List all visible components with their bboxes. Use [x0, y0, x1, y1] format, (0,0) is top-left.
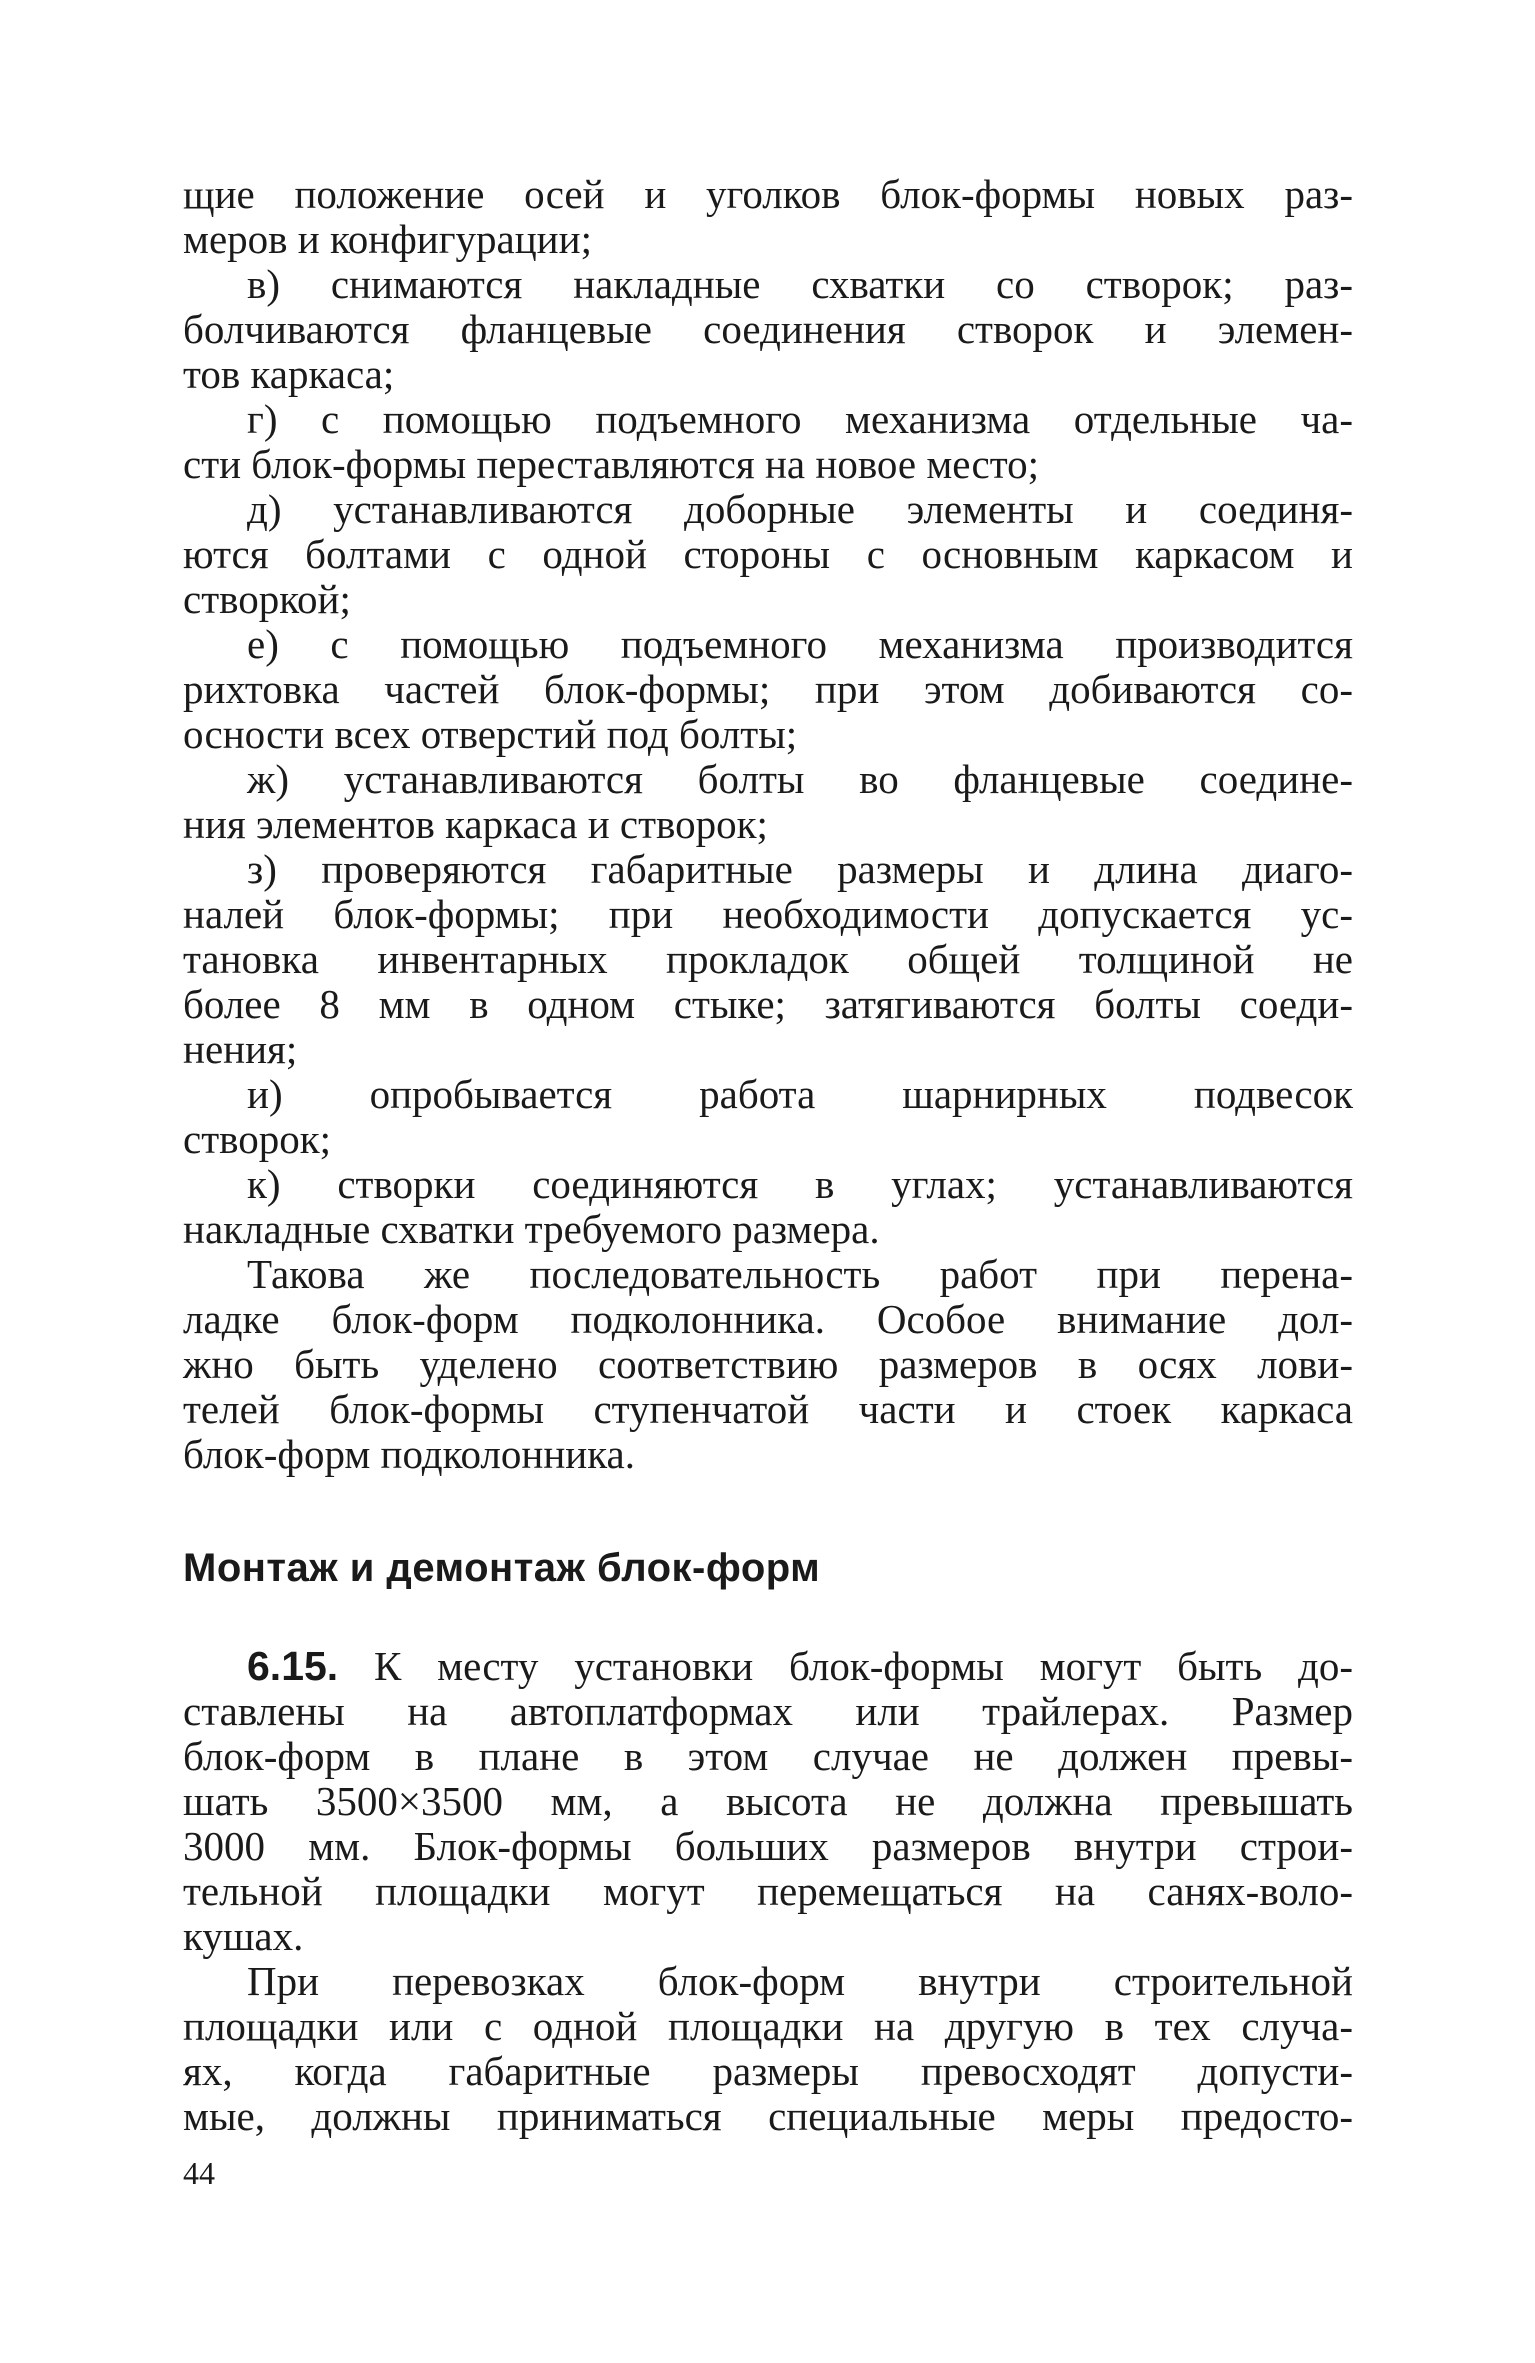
text-line-content: ния элементов каркаса и створок;: [183, 801, 768, 847]
text-line-content: шать 3500×3500 мм, а высота не должна превышать: [183, 1778, 1353, 1824]
text-line: [183, 487, 1353, 532]
section-heading: Монтаж и демонтаж блок-форм: [183, 1546, 821, 1590]
text-line: [183, 1342, 1353, 1387]
text-line: [183, 1432, 1353, 1477]
text-line-content: ются болтами с одной стороны с основным каркасом и: [183, 531, 1353, 577]
text-line: [183, 847, 1353, 892]
text-line: [183, 1869, 1353, 1914]
text-line-content: При перевозках блок-форм внутри строительной: [247, 1958, 1353, 2004]
text-line: [183, 1162, 1353, 1207]
text-line-content: тов каркаса;: [183, 351, 395, 397]
text-line: [183, 172, 1353, 217]
text-line: [183, 1027, 1353, 1072]
text-line: [183, 442, 1353, 487]
text-block-top: [183, 172, 1353, 1477]
text-line: [183, 667, 1353, 712]
text-line-content: блок-форм в плане в этом случае не должен превы-: [183, 1733, 1353, 1779]
text-line-content: к) створки соединяются в углах; устанавливаются: [247, 1161, 1353, 1207]
text-line-content: тановка инвентарных прокладок общей толщиной не: [183, 936, 1353, 982]
text-line: [183, 802, 1353, 847]
text-line: [183, 1914, 1353, 1959]
text-line: [183, 2004, 1353, 2049]
text-line-content: накладные схватки требуемого размера.: [183, 1206, 880, 1252]
text-line-content: створкой;: [183, 576, 351, 622]
text-block-bottom: [183, 1644, 1353, 2139]
text-line: [183, 982, 1353, 1027]
text-line-content: щие положение осей и уголков блок-формы новых раз-: [183, 171, 1353, 217]
text-line-content: К месту установки блок-формы могут быть до-: [338, 1643, 1353, 1689]
text-line: [183, 622, 1353, 667]
text-line-content: нения;: [183, 1026, 298, 1072]
text-line-content: телей блок-формы ступенчатой части и стоек каркаса: [183, 1386, 1353, 1432]
text-line: [183, 1779, 1353, 1824]
text-line: [183, 937, 1353, 982]
text-line: [183, 1959, 1353, 2004]
text-line-content: ставлены на автоплатформах или трайлерах. Размер: [183, 1688, 1353, 1734]
text-line-content: ладке блок-форм подколонника. Особое внимание дол-: [183, 1296, 1353, 1342]
paragraph-number: 6.15.: [247, 1643, 339, 1689]
text-line-content: и) опробывается работа шарнирных подвесок: [247, 1071, 1353, 1117]
text-line-content: створок;: [183, 1116, 332, 1162]
text-line: [183, 892, 1353, 937]
text-line: [183, 1734, 1353, 1779]
text-line: [183, 577, 1353, 622]
text-line-content: ях, когда габаритные размеры превосходят допусти-: [183, 2048, 1353, 2094]
text-line-content: г) с помощью подъемного механизма отдельные ча-: [247, 396, 1353, 442]
text-line: [183, 1824, 1353, 1869]
text-line: [183, 2094, 1353, 2139]
text-line-content: ж) устанавливаются болты во фланцевые соедине-: [247, 756, 1353, 802]
text-line: [183, 397, 1353, 442]
text-line: [183, 1387, 1353, 1432]
text-line: [183, 2049, 1353, 2094]
text-line-content: жно быть уделено соответствию размеров в осях лови-: [183, 1341, 1353, 1387]
text-line: [183, 1297, 1353, 1342]
text-line: [183, 352, 1353, 397]
text-line-content: сти блок-формы переставляются на новое место;: [183, 441, 1039, 487]
text-line-content: з) проверяются габаритные размеры и длина диаго-: [247, 846, 1353, 892]
text-line-content: более 8 мм в одном стыке; затягиваются болты соеди-: [183, 981, 1353, 1027]
text-line-content: Такова же последовательность работ при перена-: [247, 1251, 1353, 1297]
text-line: [183, 307, 1353, 352]
text-line: [183, 1207, 1353, 1252]
text-line-content: болчиваются фланцевые соединения створок и элемен-: [183, 306, 1353, 352]
text-line-content: мые, должны приниматься специальные меры предосто-: [183, 2093, 1353, 2139]
text-line: [183, 262, 1353, 307]
text-line: [183, 217, 1353, 262]
text-line: [183, 1644, 1353, 1689]
text-line-content: рихтовка частей блок-формы; при этом добиваются со-: [183, 666, 1353, 712]
text-line: [183, 1117, 1353, 1162]
text-line-content: меров и конфигурации;: [183, 216, 592, 262]
text-line: [183, 1072, 1353, 1117]
text-line: [183, 757, 1353, 802]
text-line: [183, 712, 1353, 757]
text-line-content: д) устанавливаются доборные элементы и соединя-: [247, 486, 1353, 532]
page-number: 44: [183, 2155, 215, 2191]
text-line-content: площадки или с одной площадки на другую в тех случа-: [183, 2003, 1353, 2049]
text-line-content: кушах.: [183, 1913, 304, 1959]
text-line: [183, 1252, 1353, 1297]
text-line: [183, 532, 1353, 577]
text-line-content: осности всех отверстий под болты;: [183, 711, 798, 757]
text-line-content: е) с помощью подъемного механизма производится: [247, 621, 1353, 667]
text-line-content: 3000 мм. Блок-формы больших размеров внутри строи-: [183, 1823, 1353, 1869]
text-line-content: блок-форм подколонника.: [183, 1431, 635, 1477]
text-line-content: налей блок-формы; при необходимости допускается ус-: [183, 891, 1353, 937]
text-line-content: в) снимаются накладные схватки со створок; раз-: [247, 261, 1353, 307]
text-line-content: тельной площадки могут перемещаться на санях-воло-: [183, 1868, 1353, 1914]
text-line: [183, 1689, 1353, 1734]
